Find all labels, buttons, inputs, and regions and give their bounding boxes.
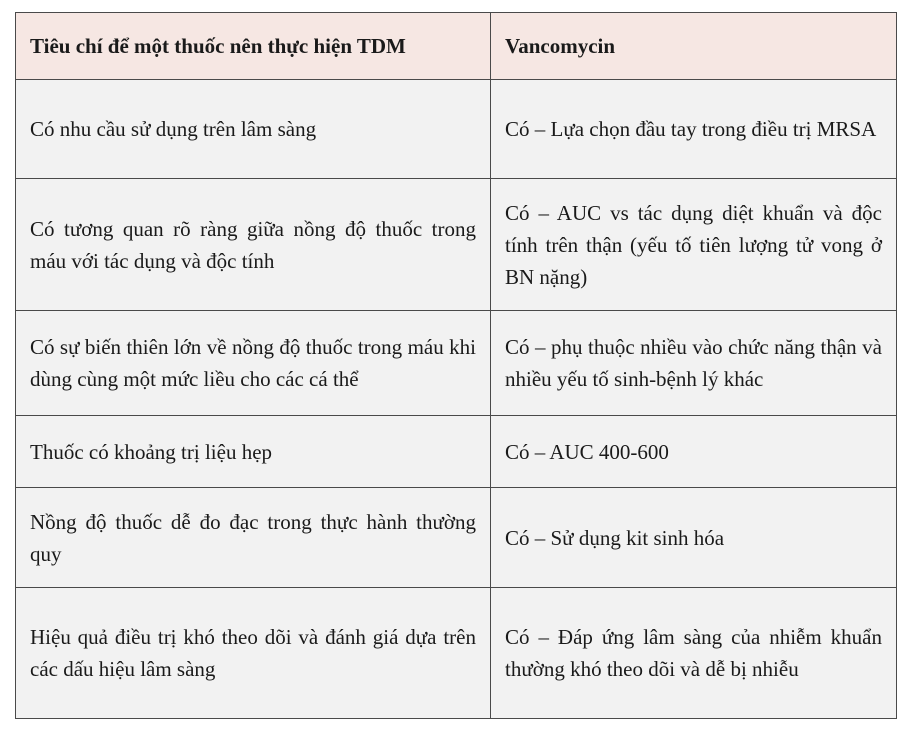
table-row	[16, 311, 897, 416]
table-row	[16, 179, 897, 311]
criterion-cell: Có nhu cầu sử dụng trên lâm sàng	[16, 80, 491, 179]
header-criterion: Tiêu chí để một thuốc nên thực hiện TDM	[16, 13, 491, 80]
criterion-cell: Có sự biến thiên lớn về nồng độ thuốc trong máu khi dùng cùng một mức liều cho các cá thể	[16, 311, 491, 416]
header-vancomycin: Vancomycin	[491, 13, 897, 80]
vancomycin-cell: Có – Lựa chọn đầu tay trong điều trị MRSA	[491, 80, 897, 179]
table-row	[16, 80, 897, 179]
criterion-cell: Thuốc có khoảng trị liệu hẹp	[16, 416, 491, 488]
table-row	[16, 488, 897, 588]
criterion-cell: Nồng độ thuốc dễ đo đạc trong thực hành thường quy	[16, 488, 491, 588]
table-row	[16, 588, 897, 719]
table-header-row	[16, 13, 897, 80]
tdm-criteria-table	[15, 12, 897, 719]
vancomycin-cell: Có – AUC vs tác dụng diệt khuẩn và độc tính trên thận (yếu tố tiên lượng tử vong ở BN nặng)	[491, 179, 897, 311]
criterion-cell: Có tương quan rõ ràng giữa nồng độ thuốc trong máu với tác dụng và độc tính	[16, 179, 491, 311]
vancomycin-cell: Có – Đáp ứng lâm sàng của nhiễm khuẩn thường khó theo dõi và dễ bị nhiễu	[491, 588, 897, 719]
table-row	[16, 416, 897, 488]
criterion-cell: Hiệu quả điều trị khó theo dõi và đánh giá dựa trên các dấu hiệu lâm sàng	[16, 588, 491, 719]
vancomycin-cell: Có – AUC 400-600	[491, 416, 897, 488]
vancomycin-cell: Có – phụ thuộc nhiều vào chức năng thận và nhiều yếu tố sinh-bệnh lý khác	[491, 311, 897, 416]
vancomycin-cell: Có – Sử dụng kit sinh hóa	[491, 488, 897, 588]
